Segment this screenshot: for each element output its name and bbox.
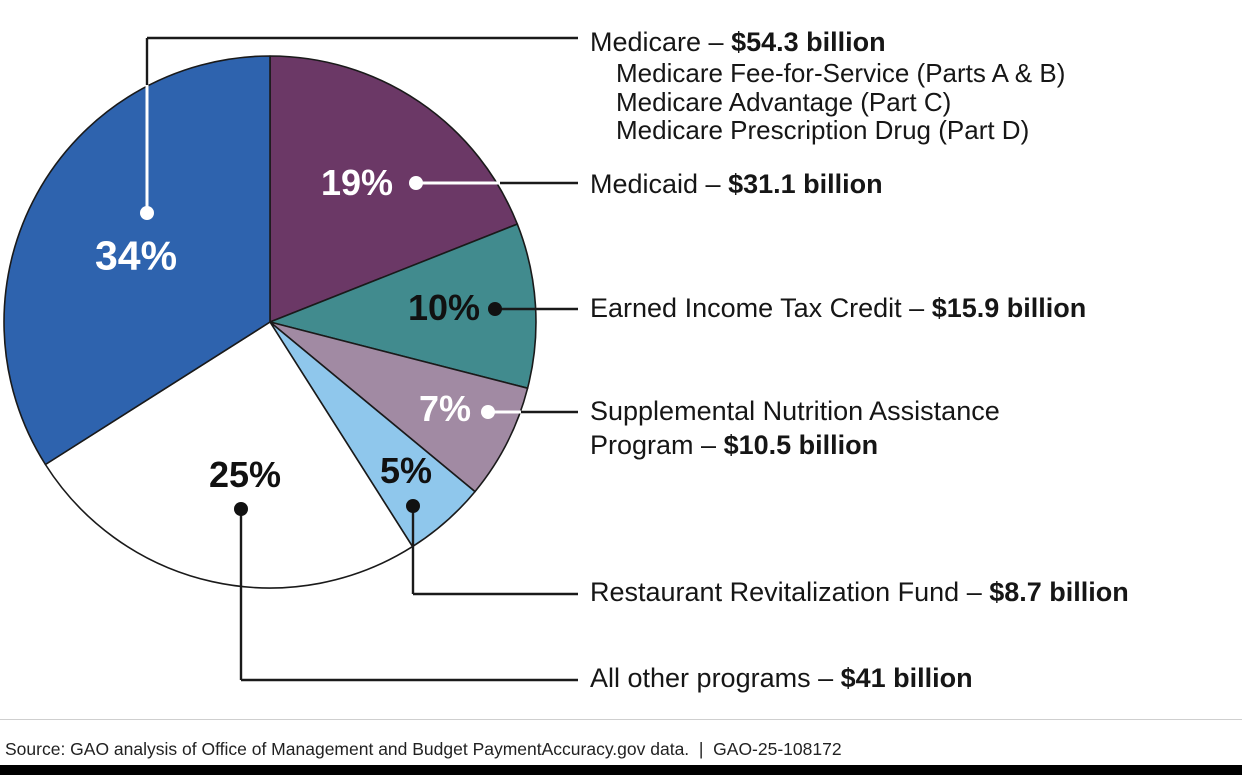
pct-label-snap: 7% bbox=[418, 388, 472, 429]
legend-sub-list bbox=[590, 59, 1065, 145]
legend-amount-text: $31.1 billion bbox=[728, 169, 883, 199]
pct-label-all-other: 25% bbox=[208, 454, 282, 495]
callout-dot-snap bbox=[481, 405, 495, 419]
bottom-black-bar bbox=[0, 765, 1242, 775]
legend-sub-line: Medicare Prescription Drug (Part D) bbox=[616, 115, 1030, 145]
legend-name-text: Program – bbox=[590, 430, 724, 460]
callout-dot-medicare bbox=[140, 206, 154, 220]
callout-dot-medicaid bbox=[409, 176, 423, 190]
legend-row bbox=[590, 291, 1086, 325]
pct-label-medicaid: 19% bbox=[320, 162, 394, 203]
footer-divider bbox=[0, 719, 1242, 720]
legend-name-text: Supplemental Nutrition Assistance bbox=[590, 396, 1000, 426]
legend-name-text: Medicare – bbox=[590, 27, 732, 57]
legend-item-rrf bbox=[590, 575, 1129, 609]
legend-sub-line: Medicare Fee-for-Service (Parts A & B) bbox=[616, 58, 1066, 88]
legend-item-snap bbox=[590, 394, 1000, 462]
legend-amount-text: $54.3 billion bbox=[731, 27, 886, 57]
source-text: Source: GAO analysis of Office of Management and Budget PaymentAccuracy.gov data. | GAO-25-108172 bbox=[5, 739, 842, 759]
pct-label-eitc: 10% bbox=[407, 287, 481, 328]
pct-label-rrf: 5% bbox=[379, 450, 433, 491]
legend-amount-text: $10.5 billion bbox=[723, 430, 879, 460]
legend-name-text: All other programs – bbox=[590, 663, 841, 693]
legend-sub-line: Medicare Advantage (Part C) bbox=[616, 86, 952, 117]
legend-row bbox=[590, 661, 973, 695]
legend-row bbox=[590, 167, 883, 201]
legend-amount-text: $41 billion bbox=[840, 663, 973, 693]
legend-row bbox=[590, 25, 1065, 59]
legend-item-eitc bbox=[590, 291, 1086, 325]
legend-name-text: Restaurant Revitalization Fund – bbox=[590, 577, 990, 607]
legend-row bbox=[590, 394, 1000, 428]
pct-label-medicare: 34% bbox=[94, 232, 178, 279]
callout-dot-all-other bbox=[234, 502, 248, 516]
callout-dot-eitc bbox=[488, 302, 502, 316]
legend-row bbox=[590, 575, 1129, 609]
legend-item-all-other bbox=[590, 661, 973, 695]
legend-amount-text: $8.7 billion bbox=[989, 577, 1129, 607]
legend-amount-text: $15.9 billion bbox=[931, 293, 1087, 323]
callout-dot-rrf bbox=[406, 499, 420, 513]
legend-name-text: Medicaid – bbox=[590, 169, 729, 199]
legend-item-medicaid bbox=[590, 167, 883, 201]
legend-item-medicare bbox=[590, 25, 1065, 145]
legend-name-text: Earned Income Tax Credit – bbox=[590, 293, 932, 323]
legend-row bbox=[590, 428, 1000, 462]
